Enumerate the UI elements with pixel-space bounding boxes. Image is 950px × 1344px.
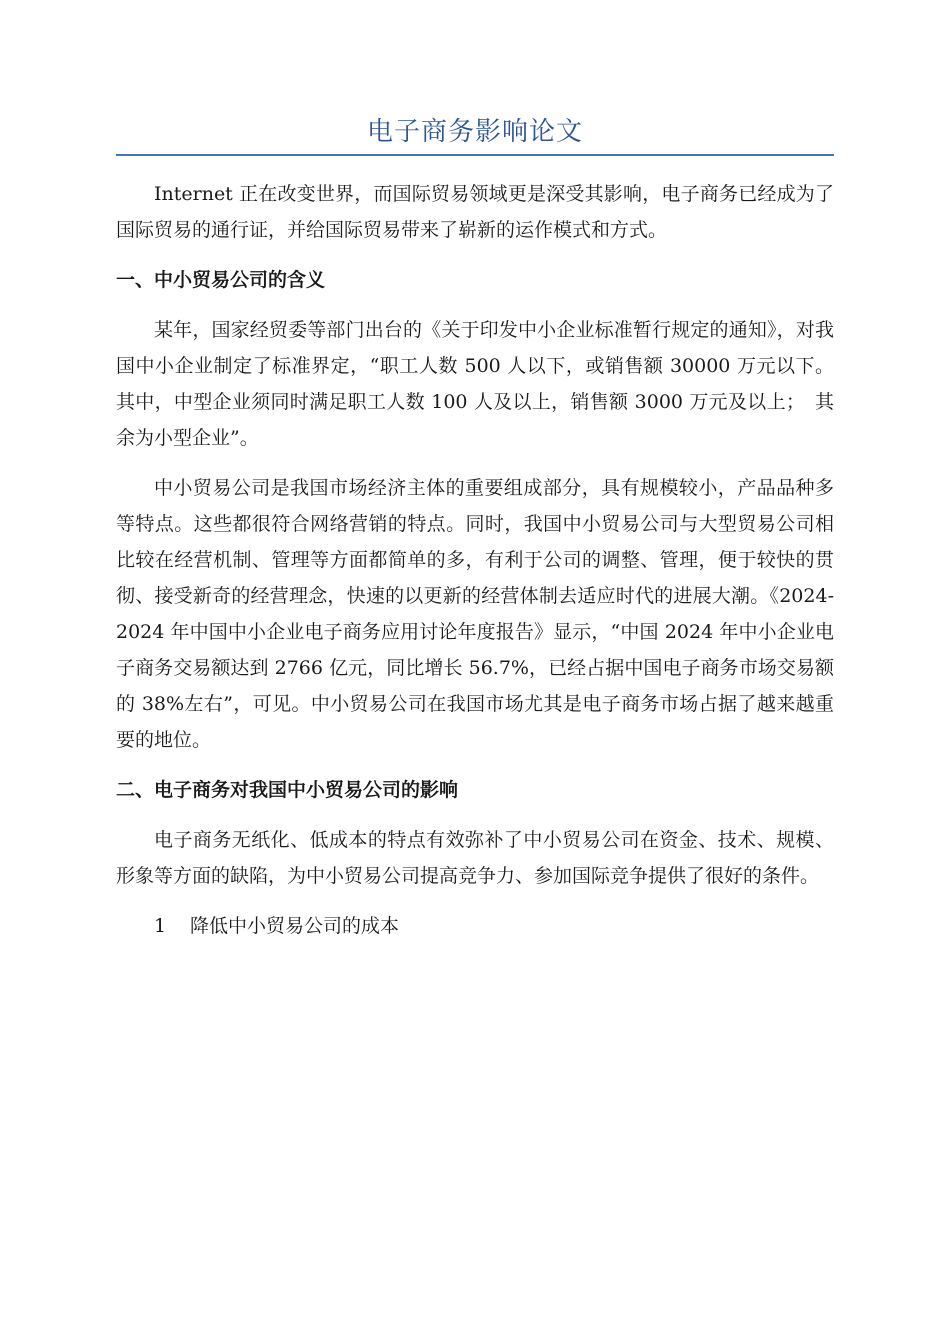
section-1-heading: 一、中小贸易公司的含义 xyxy=(116,269,326,291)
document-title: 电子商务影响论文 xyxy=(366,117,583,147)
section-1-paragraph-1: 某年，国家经贸委等部门出台的《关于印发中小企业标准暂行规定的通知》，对我国中小企业制定了标准界定，“职工人数 500 人以下，或销售额 30000 万元以下。其中，中型企业须同时满足职工人数 100 人及以上，销售额 3000 万元及以上； 其余为小型企业”。 xyxy=(116,319,834,449)
document-page xyxy=(116,112,834,944)
section-2-paragraph-1: 电子商务无纸化、低成本的特点有效弥补了中小贸易公司在资金、技术、规模、形象等方面的缺陷，为中小贸易公司提高竞争力、参加国际竞争提供了很好的条件。 xyxy=(116,829,834,887)
intro-paragraph: Internet 正在改变世界，而国际贸易领域更是深受其影响，电子商务已经成为了国际贸易的通行证，并给国际贸易带来了崭新的运作模式和方式。 xyxy=(116,183,834,241)
subsection-item xyxy=(116,908,834,944)
subsection-number: 1 xyxy=(154,915,167,937)
subsection-title: 降低中小贸易公司的成本 xyxy=(190,915,400,937)
title-underline xyxy=(116,154,834,156)
section-1-paragraph-2: 中小贸易公司是我国市场经济主体的重要组成部分，具有规模较小，产品品种多等特点。这些都很符合网络营销的特点。同时，我国中小贸易公司与大型贸易公司相比较在经营机制、管理等方面都简单的多，有利于公司的调整、管理，便于较快的贯彻、接受新奇的经营理念，快速的以更新的经营体制去适应时代的进展大潮。《2024-2024 年中国中小企业电子商务应用讨论年度报告》显示，“中国 2024 年中小企业电子商务交易额达到 2766 亿元，同比增长 56.7%，已经占据中国电子商务市场交易额的 38%左右”，可见。中小贸易公司在我国市场尤其是电子商务市场占据了越来越重要的地位。 xyxy=(116,477,834,751)
section-2-heading: 二、电子商务对我国中小贸易公司的影响 xyxy=(116,779,459,801)
